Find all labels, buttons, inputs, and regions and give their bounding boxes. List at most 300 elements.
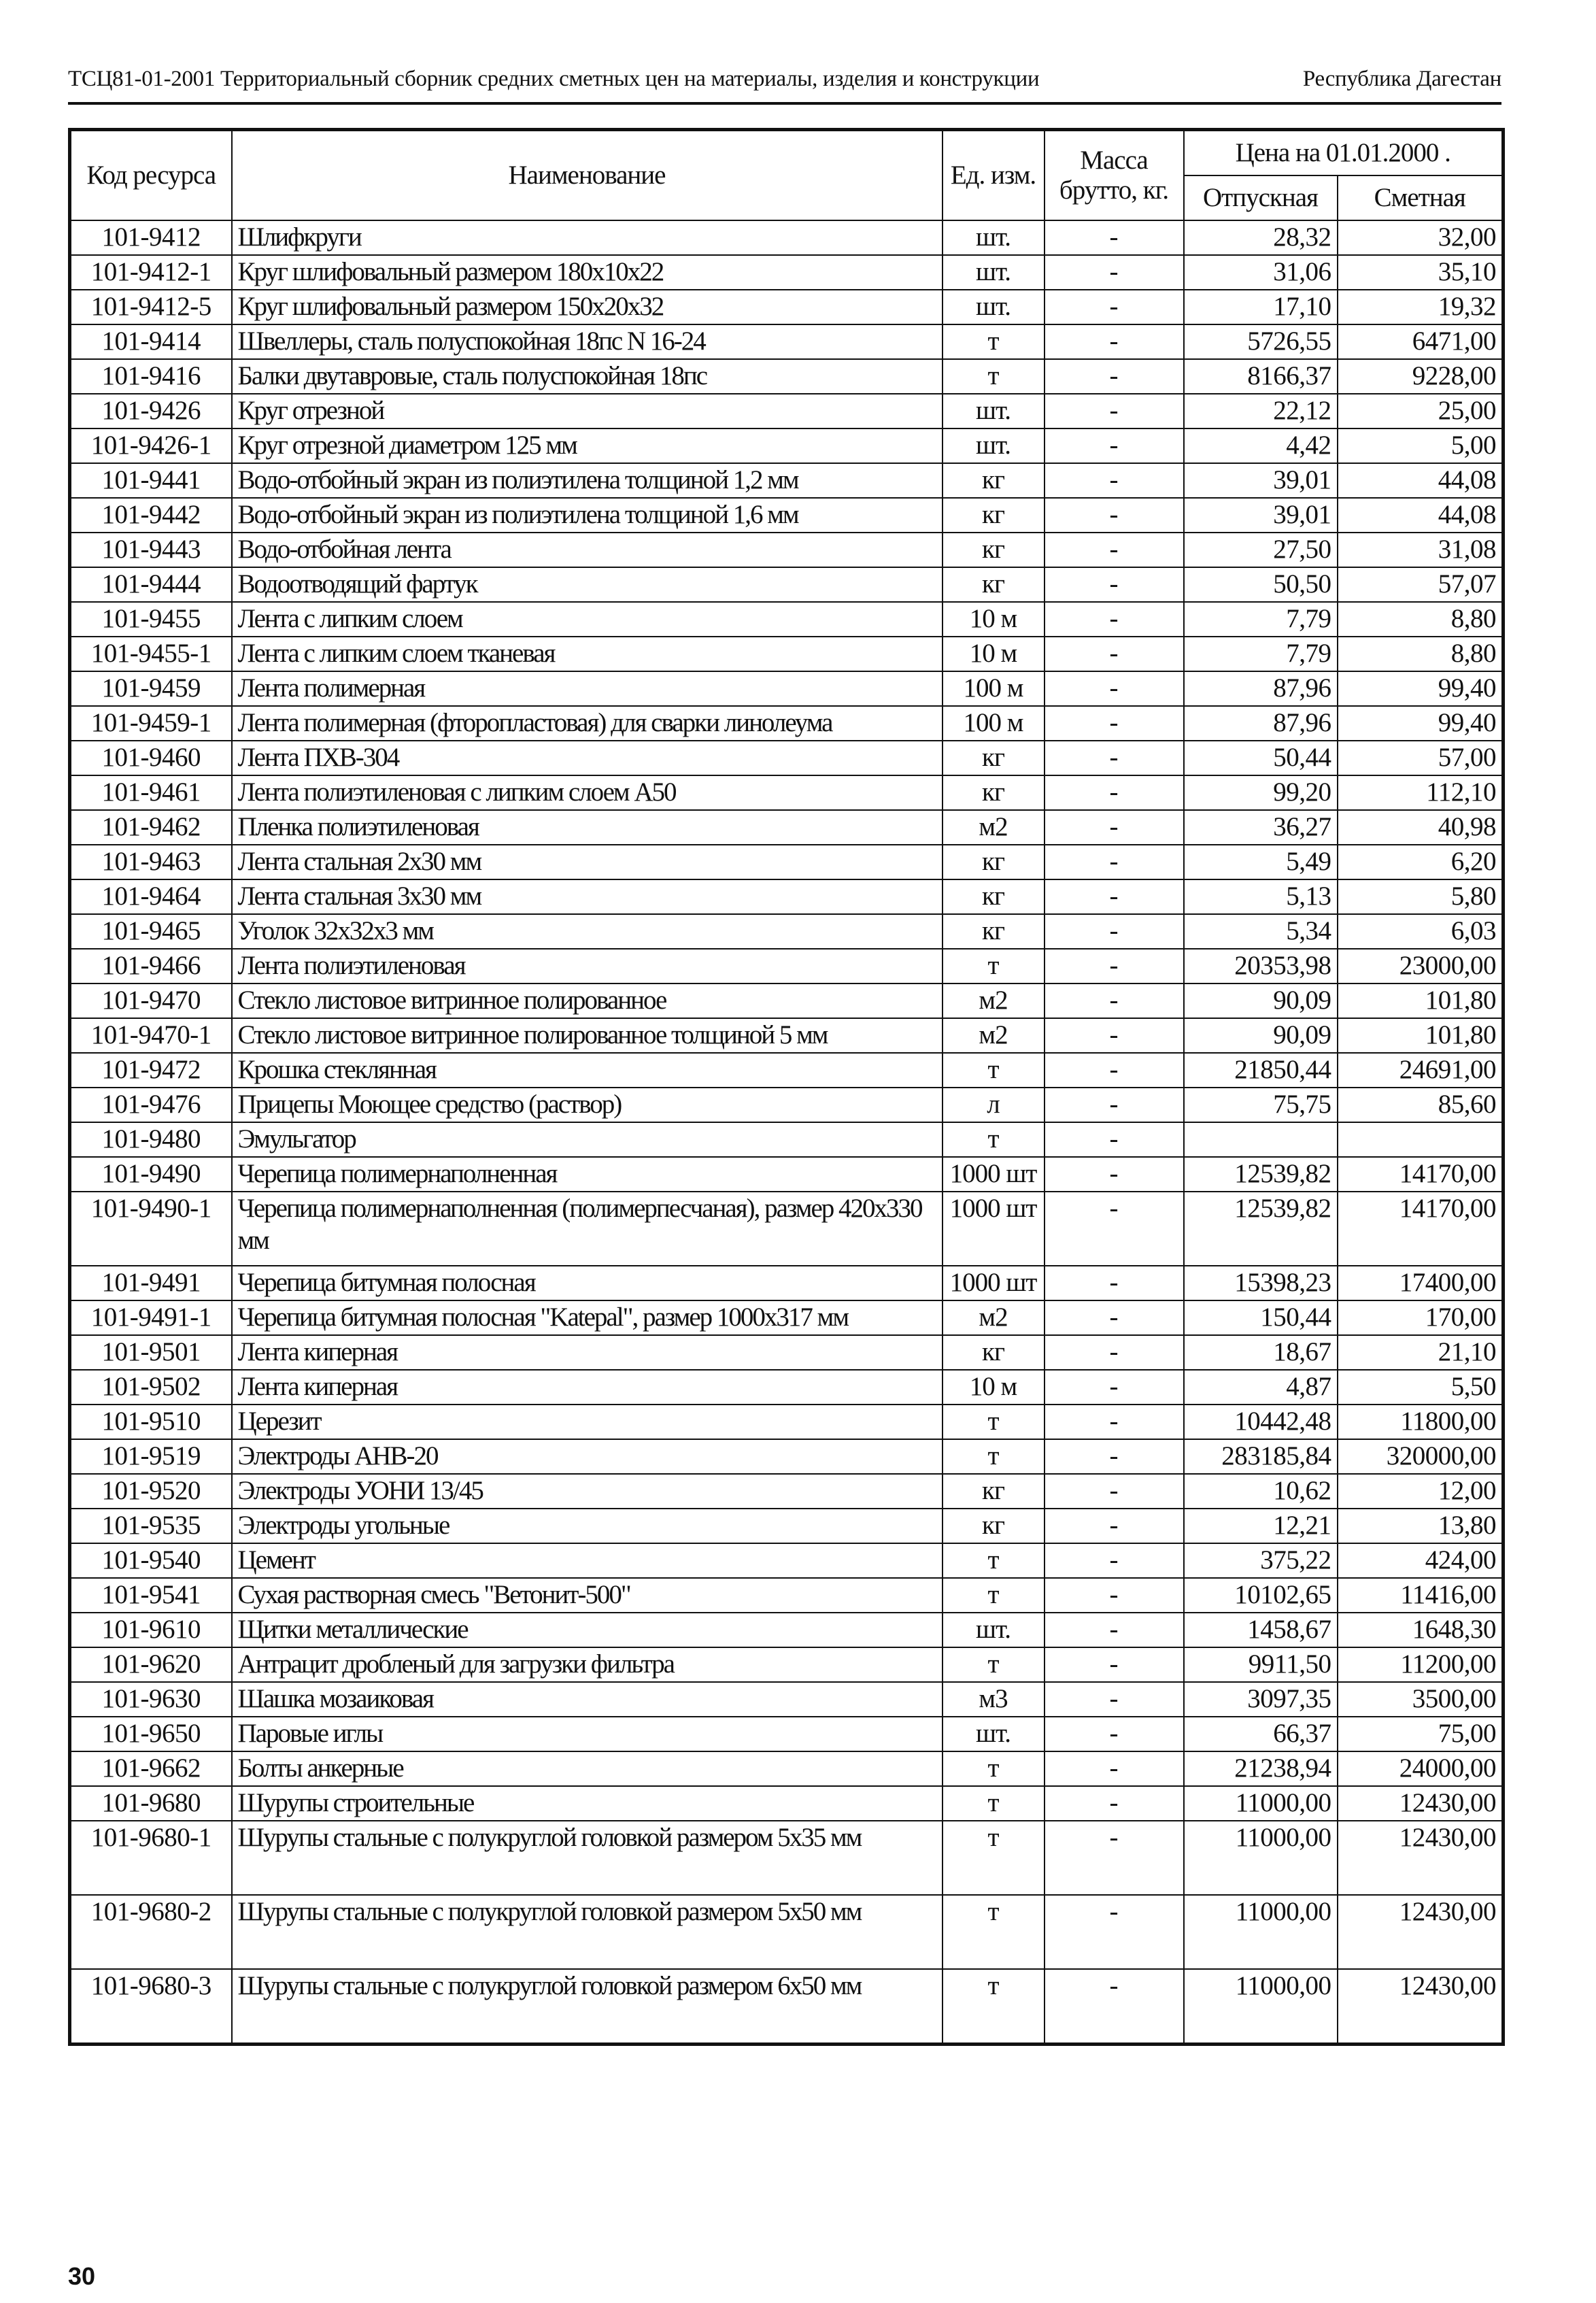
table-row xyxy=(70,1543,1504,1578)
cell-release-price: 283185,84 xyxy=(1184,1439,1338,1474)
cell-release-price: 12539,82 xyxy=(1184,1157,1338,1192)
cell-code: 101-9426 xyxy=(70,394,232,428)
cell-release-price: 4,87 xyxy=(1184,1370,1338,1405)
cell-name: Круг отрезной диаметром 125 мм xyxy=(232,428,943,463)
table-row xyxy=(70,1300,1504,1335)
cell-code: 101-9490-1 xyxy=(70,1192,232,1266)
cell-release-price: 87,96 xyxy=(1184,706,1338,741)
cell-code: 101-9680 xyxy=(70,1786,232,1821)
cell-estimate-price: 11800,00 xyxy=(1338,1405,1504,1439)
cell-release-price: 12539,82 xyxy=(1184,1192,1338,1266)
cell-name: Лента стальная 3х30 мм xyxy=(232,879,943,914)
cell-mass: - xyxy=(1045,255,1184,290)
header-price: Цена на 01.01.2000 . xyxy=(1184,130,1504,176)
cell-unit: т xyxy=(943,1647,1045,1682)
cell-release-price: 150,44 xyxy=(1184,1300,1338,1335)
cell-mass: - xyxy=(1045,567,1184,602)
cell-code: 101-9540 xyxy=(70,1543,232,1578)
table-row xyxy=(70,1821,1504,1895)
cell-code: 101-9412 xyxy=(70,220,232,255)
cell-code: 101-9412-5 xyxy=(70,290,232,324)
price-table xyxy=(68,128,1505,2046)
cell-estimate-price: 5,00 xyxy=(1338,428,1504,463)
cell-unit: 1000 шт xyxy=(943,1266,1045,1300)
cell-mass: - xyxy=(1045,1266,1184,1300)
header-release-price: Отпускная xyxy=(1184,175,1338,220)
cell-name: Стекло листовое витринное полированное xyxy=(232,984,943,1018)
cell-name: Лента стальная 2х30 мм xyxy=(232,845,943,879)
cell-release-price: 12,21 xyxy=(1184,1509,1338,1543)
cell-estimate-price: 12430,00 xyxy=(1338,1969,1504,2045)
table-row xyxy=(70,1895,1504,1969)
cell-code: 101-9520 xyxy=(70,1474,232,1509)
cell-mass: - xyxy=(1045,428,1184,463)
cell-unit: т xyxy=(943,1751,1045,1786)
cell-code: 101-9620 xyxy=(70,1647,232,1682)
cell-code: 101-9461 xyxy=(70,775,232,810)
cell-mass: - xyxy=(1045,533,1184,567)
table-row xyxy=(70,498,1504,533)
cell-mass: - xyxy=(1045,1370,1184,1405)
cell-unit: т xyxy=(943,1895,1045,1969)
cell-code: 101-9490 xyxy=(70,1157,232,1192)
cell-name: Круг шлифовальный размером 180х10х22 xyxy=(232,255,943,290)
cell-name: Электроды УОНИ 13/45 xyxy=(232,1474,943,1509)
table-row xyxy=(70,324,1504,359)
cell-code: 101-9519 xyxy=(70,1439,232,1474)
cell-name: Водо-отбойный экран из полиэтилена толщиной 1,6 мм xyxy=(232,498,943,533)
cell-estimate-price: 8,80 xyxy=(1338,637,1504,671)
cell-code: 101-9501 xyxy=(70,1335,232,1370)
cell-name: Балки двутавровые, сталь полуспокойная 18пс xyxy=(232,359,943,394)
cell-unit: кг xyxy=(943,1474,1045,1509)
header-estimate-price: Сметная xyxy=(1338,175,1504,220)
cell-estimate-price: 75,00 xyxy=(1338,1717,1504,1751)
table-row xyxy=(70,1751,1504,1786)
cell-code: 101-9443 xyxy=(70,533,232,567)
cell-estimate-price: 99,40 xyxy=(1338,706,1504,741)
cell-release-price: 50,50 xyxy=(1184,567,1338,602)
cell-unit: л xyxy=(943,1088,1045,1122)
cell-release-price: 10,62 xyxy=(1184,1474,1338,1509)
cell-estimate-price: 6,20 xyxy=(1338,845,1504,879)
cell-code: 101-9459-1 xyxy=(70,706,232,741)
table-row xyxy=(70,845,1504,879)
cell-code: 101-9535 xyxy=(70,1509,232,1543)
cell-estimate-price: 40,98 xyxy=(1338,810,1504,845)
cell-mass: - xyxy=(1045,671,1184,706)
cell-release-price: 15398,23 xyxy=(1184,1266,1338,1300)
cell-estimate-price: 101,80 xyxy=(1338,1018,1504,1053)
table-row xyxy=(70,394,1504,428)
cell-mass: - xyxy=(1045,1088,1184,1122)
cell-code: 101-9610 xyxy=(70,1613,232,1647)
cell-mass: - xyxy=(1045,1821,1184,1895)
cell-code: 101-9416 xyxy=(70,359,232,394)
page-number: 30 xyxy=(68,2262,96,2290)
cell-release-price: 5,13 xyxy=(1184,879,1338,914)
header-unit: Ед. изм. xyxy=(943,130,1045,221)
cell-release-price: 36,27 xyxy=(1184,810,1338,845)
header-rule xyxy=(68,102,1501,105)
cell-mass: - xyxy=(1045,741,1184,775)
table-row xyxy=(70,1786,1504,1821)
cell-mass: - xyxy=(1045,1969,1184,2045)
cell-code: 101-9480 xyxy=(70,1122,232,1157)
cell-release-price xyxy=(1184,1122,1338,1157)
cell-estimate-price: 170,00 xyxy=(1338,1300,1504,1335)
cell-name: Черепица битумная полосная "Katepal", размер 1000х317 мм xyxy=(232,1300,943,1335)
cell-unit: т xyxy=(943,1405,1045,1439)
cell-mass: - xyxy=(1045,1439,1184,1474)
cell-code: 101-9680-1 xyxy=(70,1821,232,1895)
table-row xyxy=(70,602,1504,637)
cell-release-price: 22,12 xyxy=(1184,394,1338,428)
cell-estimate-price: 99,40 xyxy=(1338,671,1504,706)
cell-unit: кг xyxy=(943,741,1045,775)
cell-code: 101-9465 xyxy=(70,914,232,949)
cell-estimate-price xyxy=(1338,1122,1504,1157)
cell-estimate-price: 1648,30 xyxy=(1338,1613,1504,1647)
cell-estimate-price: 5,50 xyxy=(1338,1370,1504,1405)
table-row xyxy=(70,671,1504,706)
cell-name: Сухая растворная смесь "Ветонит-500" xyxy=(232,1578,943,1613)
cell-name: Шурупы стальные с полукруглой головкой размером 5х35 мм xyxy=(232,1821,943,1895)
table-row xyxy=(70,255,1504,290)
cell-name: Лента с липким слоем xyxy=(232,602,943,637)
cell-code: 101-9462 xyxy=(70,810,232,845)
cell-unit: шт. xyxy=(943,394,1045,428)
cell-name: Водо-отбойная лента xyxy=(232,533,943,567)
cell-name: Шлифкруги xyxy=(232,220,943,255)
cell-mass: - xyxy=(1045,810,1184,845)
table-row xyxy=(70,1122,1504,1157)
cell-release-price: 27,50 xyxy=(1184,533,1338,567)
cell-estimate-price: 85,60 xyxy=(1338,1088,1504,1122)
cell-release-price: 11000,00 xyxy=(1184,1969,1338,2045)
cell-name: Антрацит дробленый для загрузки фильтра xyxy=(232,1647,943,1682)
cell-unit: м2 xyxy=(943,810,1045,845)
cell-unit: т xyxy=(943,359,1045,394)
cell-release-price: 8166,37 xyxy=(1184,359,1338,394)
cell-mass: - xyxy=(1045,1509,1184,1543)
cell-code: 101-9470-1 xyxy=(70,1018,232,1053)
cell-mass: - xyxy=(1045,290,1184,324)
cell-unit: шт. xyxy=(943,220,1045,255)
table-row xyxy=(70,949,1504,984)
cell-release-price: 39,01 xyxy=(1184,463,1338,498)
cell-estimate-price: 31,08 xyxy=(1338,533,1504,567)
cell-unit: кг xyxy=(943,533,1045,567)
table-row xyxy=(70,1405,1504,1439)
cell-release-price: 3097,35 xyxy=(1184,1682,1338,1717)
table-row xyxy=(70,914,1504,949)
cell-code: 101-9650 xyxy=(70,1717,232,1751)
cell-name: Лента с липким слоем тканевая xyxy=(232,637,943,671)
cell-unit: т xyxy=(943,1122,1045,1157)
cell-release-price: 28,32 xyxy=(1184,220,1338,255)
cell-code: 101-9455-1 xyxy=(70,637,232,671)
table-row xyxy=(70,290,1504,324)
cell-name: Черепица битумная полосная xyxy=(232,1266,943,1300)
cell-estimate-price: 35,10 xyxy=(1338,255,1504,290)
cell-release-price: 21850,44 xyxy=(1184,1053,1338,1088)
cell-name: Шурупы строительные xyxy=(232,1786,943,1821)
cell-name: Болты анкерные xyxy=(232,1751,943,1786)
cell-unit: кг xyxy=(943,914,1045,949)
cell-unit: т xyxy=(943,1821,1045,1895)
cell-estimate-price: 6,03 xyxy=(1338,914,1504,949)
cell-name: Шурупы стальные с полукруглой головкой размером 6х50 мм xyxy=(232,1969,943,2045)
cell-estimate-price: 24000,00 xyxy=(1338,1751,1504,1786)
cell-unit: м2 xyxy=(943,1300,1045,1335)
cell-estimate-price: 5,80 xyxy=(1338,879,1504,914)
header-code: Код ресурса xyxy=(70,130,232,221)
cell-mass: - xyxy=(1045,220,1184,255)
cell-mass: - xyxy=(1045,359,1184,394)
cell-name: Лента полимерная xyxy=(232,671,943,706)
cell-code: 101-9441 xyxy=(70,463,232,498)
cell-release-price: 50,44 xyxy=(1184,741,1338,775)
cell-code: 101-9412-1 xyxy=(70,255,232,290)
cell-unit: 10 м xyxy=(943,637,1045,671)
cell-mass: - xyxy=(1045,1018,1184,1053)
table-row xyxy=(70,533,1504,567)
cell-mass: - xyxy=(1045,706,1184,741)
table-row xyxy=(70,1192,1504,1266)
cell-unit: 10 м xyxy=(943,602,1045,637)
cell-code: 101-9541 xyxy=(70,1578,232,1613)
table-row xyxy=(70,637,1504,671)
cell-release-price: 9911,50 xyxy=(1184,1647,1338,1682)
cell-release-price: 7,79 xyxy=(1184,602,1338,637)
cell-name: Крошка стеклянная xyxy=(232,1053,943,1088)
cell-release-price: 21238,94 xyxy=(1184,1751,1338,1786)
cell-release-price: 75,75 xyxy=(1184,1088,1338,1122)
cell-name: Водоотводящий фартук xyxy=(232,567,943,602)
cell-unit: т xyxy=(943,1543,1045,1578)
cell-unit: м2 xyxy=(943,984,1045,1018)
cell-unit: шт. xyxy=(943,428,1045,463)
cell-estimate-price: 57,07 xyxy=(1338,567,1504,602)
cell-name: Лента ПХВ-304 xyxy=(232,741,943,775)
cell-release-price: 11000,00 xyxy=(1184,1895,1338,1969)
cell-mass: - xyxy=(1045,949,1184,984)
table-row xyxy=(70,1509,1504,1543)
cell-release-price: 39,01 xyxy=(1184,498,1338,533)
cell-release-price: 4,42 xyxy=(1184,428,1338,463)
table-row xyxy=(70,775,1504,810)
page-header xyxy=(68,65,1501,93)
cell-estimate-price: 24691,00 xyxy=(1338,1053,1504,1088)
cell-mass: - xyxy=(1045,602,1184,637)
cell-unit: т xyxy=(943,1578,1045,1613)
cell-release-price: 99,20 xyxy=(1184,775,1338,810)
cell-name: Уголок 32х32х3 мм xyxy=(232,914,943,949)
header-mass: Масса брутто, кг. xyxy=(1045,130,1184,221)
table-row xyxy=(70,706,1504,741)
cell-mass: - xyxy=(1045,1751,1184,1786)
table-row xyxy=(70,428,1504,463)
cell-mass: - xyxy=(1045,879,1184,914)
cell-name: Щитки металлические xyxy=(232,1613,943,1647)
cell-name: Шурупы стальные с полукруглой головкой размером 5х50 мм xyxy=(232,1895,943,1969)
table-row xyxy=(70,567,1504,602)
cell-unit: м3 xyxy=(943,1682,1045,1717)
cell-code: 101-9680-3 xyxy=(70,1969,232,2045)
cell-name: Лента полиэтиленовая xyxy=(232,949,943,984)
cell-release-price: 5726,55 xyxy=(1184,324,1338,359)
table-row xyxy=(70,1266,1504,1300)
cell-release-price: 7,79 xyxy=(1184,637,1338,671)
cell-unit: 1000 шт xyxy=(943,1157,1045,1192)
cell-name: Церезит xyxy=(232,1405,943,1439)
cell-name: Шашка мозаиковая xyxy=(232,1682,943,1717)
cell-estimate-price: 13,80 xyxy=(1338,1509,1504,1543)
cell-estimate-price: 12430,00 xyxy=(1338,1821,1504,1895)
table-row xyxy=(70,1439,1504,1474)
cell-mass: - xyxy=(1045,463,1184,498)
cell-mass: - xyxy=(1045,498,1184,533)
cell-name: Электроды угольные xyxy=(232,1509,943,1543)
cell-mass: - xyxy=(1045,914,1184,949)
table-row xyxy=(70,810,1504,845)
table-row xyxy=(70,1613,1504,1647)
cell-estimate-price: 112,10 xyxy=(1338,775,1504,810)
cell-estimate-price: 6471,00 xyxy=(1338,324,1504,359)
cell-code: 101-9414 xyxy=(70,324,232,359)
cell-name: Лента киперная xyxy=(232,1335,943,1370)
cell-name: Цемент xyxy=(232,1543,943,1578)
cell-mass: - xyxy=(1045,1543,1184,1578)
cell-unit: шт. xyxy=(943,255,1045,290)
cell-unit: кг xyxy=(943,845,1045,879)
cell-code: 101-9502 xyxy=(70,1370,232,1405)
table-row xyxy=(70,879,1504,914)
cell-code: 101-9510 xyxy=(70,1405,232,1439)
cell-mass: - xyxy=(1045,324,1184,359)
cell-mass: - xyxy=(1045,1717,1184,1751)
cell-release-price: 1458,67 xyxy=(1184,1613,1338,1647)
cell-unit: кг xyxy=(943,1335,1045,1370)
header-region: Республика Дагестан xyxy=(1302,67,1501,91)
cell-unit: т xyxy=(943,1969,1045,2045)
cell-mass: - xyxy=(1045,1122,1184,1157)
table-row xyxy=(70,1647,1504,1682)
cell-code: 101-9491-1 xyxy=(70,1300,232,1335)
cell-release-price: 11000,00 xyxy=(1184,1786,1338,1821)
cell-code: 101-9442 xyxy=(70,498,232,533)
cell-name: Прицепы Моющее средство (раствор) xyxy=(232,1088,943,1122)
cell-estimate-price: 17400,00 xyxy=(1338,1266,1504,1300)
cell-name: Водо-отбойный экран из полиэтилена толщиной 1,2 мм xyxy=(232,463,943,498)
cell-name: Черепица полимернаполненная (полимерпесчаная), размер 420х330 мм xyxy=(232,1192,943,1266)
cell-name: Эмульгатор xyxy=(232,1122,943,1157)
cell-code: 101-9464 xyxy=(70,879,232,914)
cell-estimate-price: 12430,00 xyxy=(1338,1786,1504,1821)
cell-mass: - xyxy=(1045,775,1184,810)
table-header xyxy=(70,130,1504,221)
cell-unit: 100 м xyxy=(943,706,1045,741)
cell-release-price: 90,09 xyxy=(1184,984,1338,1018)
cell-release-price: 18,67 xyxy=(1184,1335,1338,1370)
table-row xyxy=(70,1717,1504,1751)
cell-mass: - xyxy=(1045,845,1184,879)
cell-code: 101-9680-2 xyxy=(70,1895,232,1969)
cell-name: Лента полиэтиленовая с липким слоем А50 xyxy=(232,775,943,810)
cell-unit: т xyxy=(943,324,1045,359)
cell-estimate-price: 44,08 xyxy=(1338,463,1504,498)
cell-unit: 100 м xyxy=(943,671,1045,706)
cell-name: Стекло листовое витринное полированное толщиной 5 мм xyxy=(232,1018,943,1053)
cell-name: Лента полимерная (фторопластовая) для сварки линолеума xyxy=(232,706,943,741)
cell-estimate-price: 14170,00 xyxy=(1338,1192,1504,1266)
cell-estimate-price: 8,80 xyxy=(1338,602,1504,637)
cell-estimate-price: 21,10 xyxy=(1338,1335,1504,1370)
cell-unit: шт. xyxy=(943,1717,1045,1751)
cell-unit: 10 м xyxy=(943,1370,1045,1405)
cell-mass: - xyxy=(1045,1474,1184,1509)
cell-unit: кг xyxy=(943,498,1045,533)
cell-name: Лента киперная xyxy=(232,1370,943,1405)
cell-mass: - xyxy=(1045,1895,1184,1969)
cell-mass: - xyxy=(1045,637,1184,671)
cell-estimate-price: 12430,00 xyxy=(1338,1895,1504,1969)
cell-code: 101-9466 xyxy=(70,949,232,984)
cell-release-price: 20353,98 xyxy=(1184,949,1338,984)
cell-unit: кг xyxy=(943,775,1045,810)
cell-unit: т xyxy=(943,1786,1045,1821)
cell-release-price: 17,10 xyxy=(1184,290,1338,324)
table-row xyxy=(70,1969,1504,2045)
cell-estimate-price: 25,00 xyxy=(1338,394,1504,428)
table-row xyxy=(70,1370,1504,1405)
cell-unit: т xyxy=(943,949,1045,984)
cell-unit: шт. xyxy=(943,290,1045,324)
cell-estimate-price: 9228,00 xyxy=(1338,359,1504,394)
cell-code: 101-9470 xyxy=(70,984,232,1018)
table-row xyxy=(70,984,1504,1018)
table-row xyxy=(70,220,1504,255)
cell-unit: кг xyxy=(943,879,1045,914)
cell-estimate-price: 14170,00 xyxy=(1338,1157,1504,1192)
cell-estimate-price: 19,32 xyxy=(1338,290,1504,324)
cell-name: Пленка полиэтиленовая xyxy=(232,810,943,845)
cell-mass: - xyxy=(1045,1157,1184,1192)
cell-estimate-price: 32,00 xyxy=(1338,220,1504,255)
cell-mass: - xyxy=(1045,1192,1184,1266)
table-row xyxy=(70,1157,1504,1192)
cell-code: 101-9426-1 xyxy=(70,428,232,463)
table-row xyxy=(70,1578,1504,1613)
cell-code: 101-9455 xyxy=(70,602,232,637)
cell-release-price: 375,22 xyxy=(1184,1543,1338,1578)
cell-mass: - xyxy=(1045,1300,1184,1335)
table-row xyxy=(70,1335,1504,1370)
cell-mass: - xyxy=(1045,1335,1184,1370)
table-row xyxy=(70,741,1504,775)
cell-release-price: 10442,48 xyxy=(1184,1405,1338,1439)
cell-release-price: 31,06 xyxy=(1184,255,1338,290)
cell-mass: - xyxy=(1045,1578,1184,1613)
cell-mass: - xyxy=(1045,1786,1184,1821)
cell-release-price: 90,09 xyxy=(1184,1018,1338,1053)
cell-estimate-price: 57,00 xyxy=(1338,741,1504,775)
cell-name: Круг шлифовальный размером 150х20х32 xyxy=(232,290,943,324)
cell-unit: кг xyxy=(943,1509,1045,1543)
cell-unit: 1000 шт xyxy=(943,1192,1045,1266)
cell-release-price: 66,37 xyxy=(1184,1717,1338,1751)
